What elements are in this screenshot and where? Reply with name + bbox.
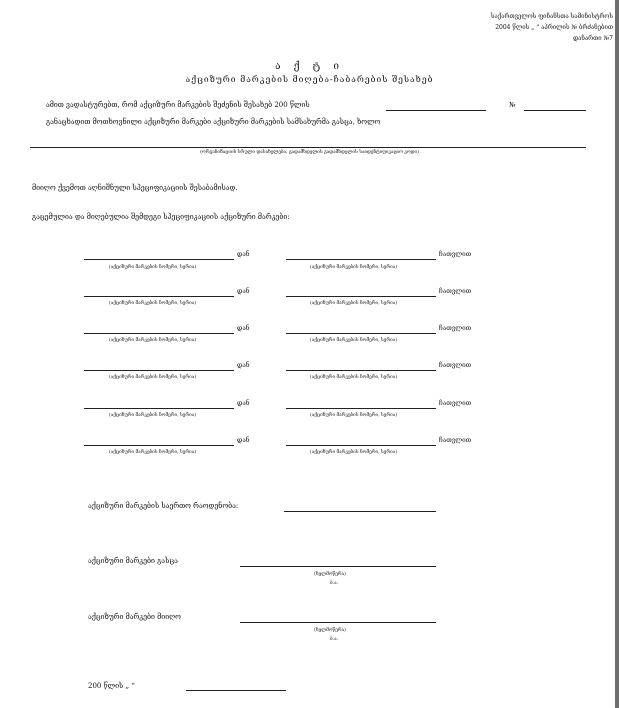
document-title: ა ქ ტ ი xyxy=(275,61,344,72)
from-label: დან xyxy=(237,287,250,295)
range-to-field[interactable] xyxy=(286,296,436,297)
range-to-caption: (აქციზური მარკების ნომერი, სერია) xyxy=(310,413,398,418)
range-to-caption: (აქციზური მარკების ნომერი, სერია) xyxy=(310,450,398,455)
received-by-signature-field[interactable] xyxy=(240,622,436,623)
range-from-field[interactable] xyxy=(84,333,234,334)
intro-line-2: განაცხადით მოთხოვნილი აქციზური მარკები აქციზური მარკების სამსახურმა გასცა, ხოლო xyxy=(46,118,381,126)
issued-by-signature-caption: (ხელმოწერა) xyxy=(314,572,346,577)
scan-edge xyxy=(615,0,619,708)
inclusive-label: ჩათვლით xyxy=(439,436,472,444)
range-to-field[interactable] xyxy=(286,333,436,334)
from-label: დან xyxy=(237,361,250,369)
total-quantity-label: აქციზური მარკების საერთო რაოდენობა: xyxy=(88,502,239,510)
range-from-field[interactable] xyxy=(84,445,234,446)
annex-order: 2004 წლის „ “ აპრილის № ბრძანებით xyxy=(495,24,613,31)
organization-caption: (ორგანიზაციის სრული დასახელება, გადამხდელის გადამხდელის საიდენტიფიკაციო კოდი) xyxy=(200,150,419,155)
range-from-field[interactable] xyxy=(84,408,234,409)
range-from-caption: (აქციზური მარკების ნომერი, სერია) xyxy=(109,375,197,380)
annex-ministry: საქართველოს ფინანსთა სამინისტროს xyxy=(490,13,613,20)
total-quantity-field[interactable] xyxy=(284,511,436,512)
received-by-seal: ბ.ა. xyxy=(330,637,339,642)
inclusive-label: ჩათვლით xyxy=(439,399,472,407)
from-label: დან xyxy=(237,324,250,332)
range-from-caption: (აქციზური მარკების ნომერი, სერია) xyxy=(109,338,197,343)
inclusive-label: ჩათვლით xyxy=(439,361,472,369)
range-to-field[interactable] xyxy=(286,259,436,260)
issued-by-signature-field[interactable] xyxy=(240,566,436,567)
range-from-field[interactable] xyxy=(84,296,234,297)
annex-number: დანართი №7 xyxy=(573,35,613,42)
inclusive-label: ჩათვლით xyxy=(439,287,472,295)
range-to-caption: (აქციზური მარკების ნომერი, სერია) xyxy=(310,375,398,380)
application-date-field[interactable] xyxy=(386,110,486,111)
range-to-field[interactable] xyxy=(286,408,436,409)
issued-by-seal: ბ.ა. xyxy=(330,581,339,586)
specification-heading: გაცემულია და მიღებულია შემდეგი სპეციფიკაციის აქციზური მარკები: xyxy=(32,213,290,221)
intro-line-1: ამით ვადასტურებთ, რომ აქციზური მარკების შეძენის შესახებ 200 წლის xyxy=(46,101,310,109)
received-text: მიიღო ქვემოთ აღნიშნული სპეციფიკაციის შესაბამისად. xyxy=(32,184,238,192)
range-to-caption: (აქციზური მარკების ნომერი, სერია) xyxy=(310,301,398,306)
footer-date: 200 წლის „ “ xyxy=(88,682,135,690)
range-to-caption: (აქციზური მარკების ნომერი, სერია) xyxy=(310,265,398,270)
number-sign: № xyxy=(509,101,516,109)
footer-date-field[interactable] xyxy=(186,690,286,691)
issued-by-label: აქციზური მარკები გასცა xyxy=(88,557,178,565)
inclusive-label: ჩათვლით xyxy=(439,250,472,258)
range-to-field[interactable] xyxy=(286,445,436,446)
range-from-field[interactable] xyxy=(84,370,234,371)
range-from-field[interactable] xyxy=(84,259,234,260)
range-from-caption: (აქციზური მარკების ნომერი, სერია) xyxy=(109,301,197,306)
range-from-caption: (აქციზური მარკების ნომერი, სერია) xyxy=(109,265,197,270)
range-to-caption: (აქციზური მარკების ნომერი, სერია) xyxy=(310,338,398,343)
received-by-label: აქციზური მარკები მიიღო xyxy=(88,613,181,621)
range-to-field[interactable] xyxy=(286,370,436,371)
received-by-signature-caption: (ხელმოწერა) xyxy=(314,628,346,633)
inclusive-label: ჩათვლით xyxy=(439,324,472,332)
range-from-caption: (აქციზური მარკების ნომერი, სერია) xyxy=(109,413,197,418)
document-subtitle: აქციზური მარკების მიღება-ჩაბარების შესახებ xyxy=(185,75,434,85)
from-label: დან xyxy=(237,250,250,258)
organization-field[interactable] xyxy=(30,147,586,148)
application-number-field[interactable] xyxy=(524,110,586,111)
from-label: დან xyxy=(237,399,250,407)
from-label: დან xyxy=(237,436,250,444)
range-from-caption: (აქციზური მარკების ნომერი, სერია) xyxy=(109,450,197,455)
